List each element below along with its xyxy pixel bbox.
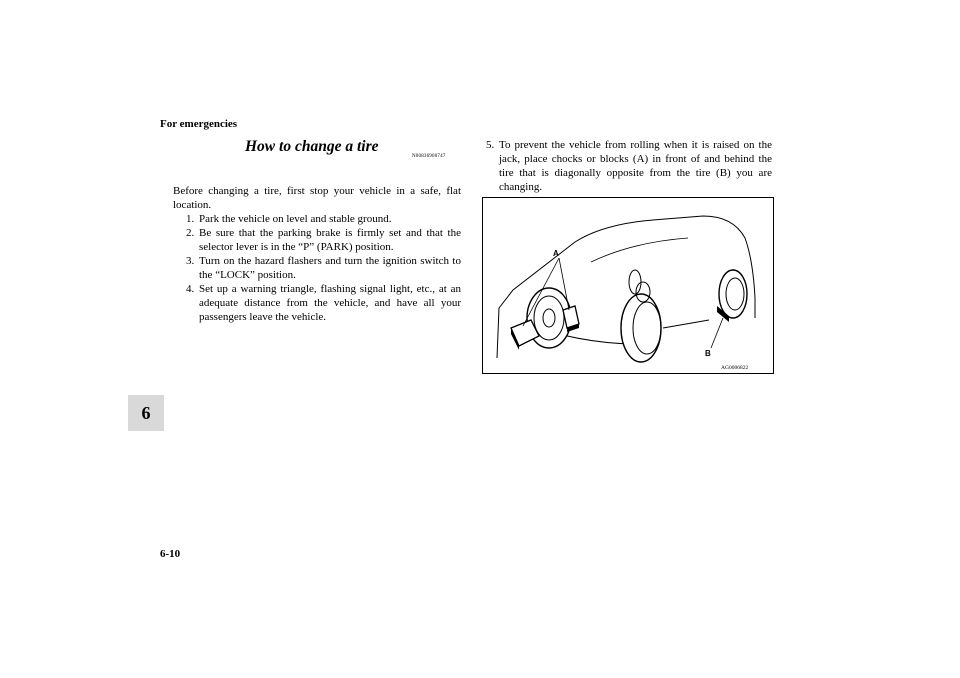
document-code: N00836900747 [412, 154, 446, 159]
step-number: 1. [186, 213, 195, 225]
wheel-to-change [719, 270, 747, 318]
step-item [486, 138, 772, 194]
step-number: 2. [186, 227, 195, 239]
step-item [186, 254, 461, 282]
step-number: 4. [186, 283, 195, 295]
step-text: Park the vehicle on level and stable ground. [199, 213, 392, 225]
figure-code: AG0006822 [721, 365, 749, 371]
step-text: Set up a warning triangle, flashing signal light, etc., at an adequate distance from the vehicle, and have all your passengers leave the vehicle. [199, 283, 461, 323]
car-sill-line [663, 320, 709, 328]
chapter-tab: 6 [128, 395, 164, 431]
tire-chock-illustration [482, 197, 774, 374]
right-column [486, 138, 772, 194]
page-title: How to change a tire [245, 138, 379, 155]
roof-line [591, 238, 688, 262]
intro-paragraph: Before changing a tire, first stop your vehicle in a safe, flat location. [173, 185, 461, 211]
step-number: 3. [186, 255, 195, 267]
steps-list [173, 212, 461, 324]
rear-far-wheel-top [629, 270, 641, 294]
step-text: To prevent the vehicle from rolling when it is raised on the jack, place chocks or blocks (A) in front of and behind the tire that is diagonally opposite from the tire (B) you are changing. [499, 139, 772, 193]
step-number: 5. [486, 139, 495, 151]
label-b-leader [711, 318, 723, 348]
page-number: 6-10 [160, 548, 181, 560]
steps-list-continued [486, 138, 772, 194]
section-header: For emergencies [160, 118, 238, 130]
step-item [186, 212, 461, 226]
step-text: Turn on the hazard flashers and turn the ignition switch to the “LOCK” position. [199, 255, 461, 281]
step-item [186, 226, 461, 254]
vehicle-diagram [483, 198, 773, 373]
label-a: A [553, 249, 559, 258]
step-item [186, 282, 461, 324]
left-column [173, 184, 461, 324]
step-text: Be sure that the parking brake is firmly set and that the selector lever is in the “P” (PARK) position. [199, 227, 461, 253]
label-b: B [705, 349, 711, 358]
